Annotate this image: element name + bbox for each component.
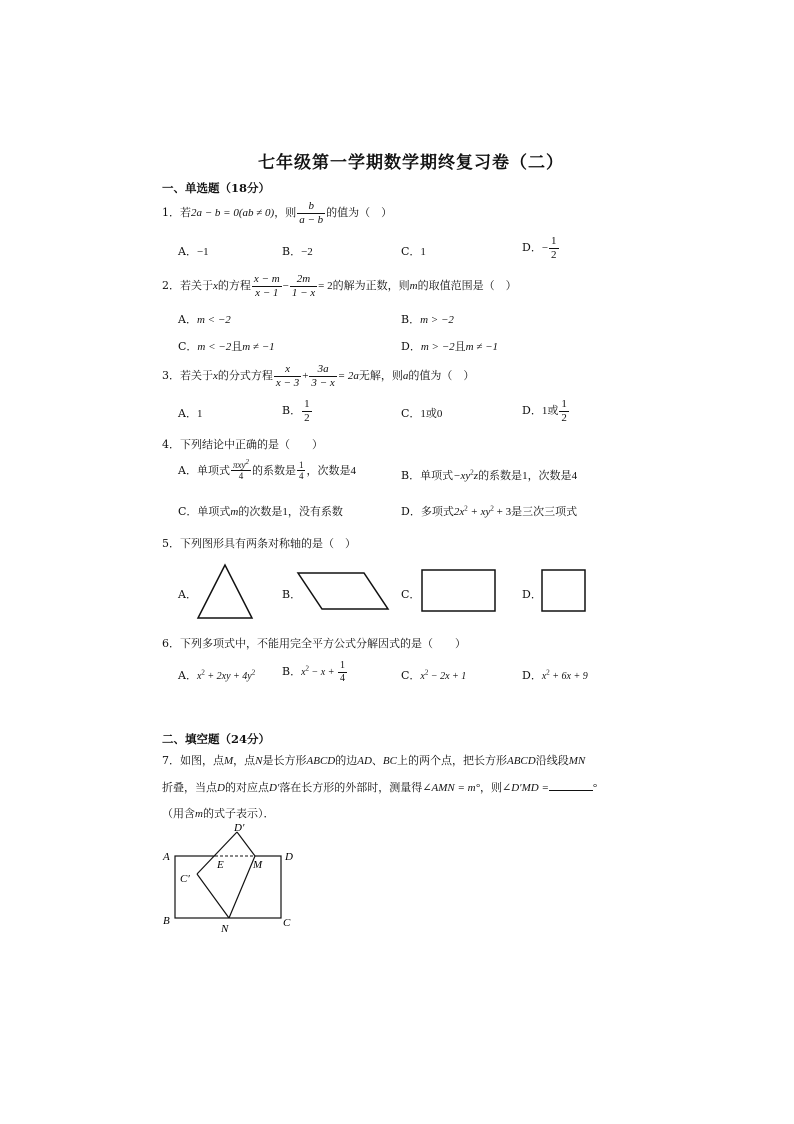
exponent: 2 (201, 668, 205, 677)
option-value: 1 (196, 408, 203, 420)
math-term: m (230, 506, 239, 518)
fraction (231, 460, 251, 482)
shape-label: ABCD (506, 755, 536, 767)
answer-blank[interactable] (549, 780, 593, 791)
option-letter: C． (401, 669, 421, 682)
fraction (338, 660, 347, 684)
point-label: M (224, 755, 234, 767)
option-value: 1 (420, 408, 426, 420)
question-number: 2． (162, 279, 180, 293)
variable: m (195, 808, 203, 820)
question-text: 下列图形具有两条对称轴的是（ ） (180, 537, 356, 550)
question-4 (162, 436, 323, 452)
option-d[interactable] (401, 503, 577, 519)
denominator: 4 (238, 471, 244, 482)
exponent: 2 (251, 668, 256, 677)
point-label: N (255, 755, 263, 767)
option-a[interactable]: A． (178, 588, 197, 601)
math-term: −xy (453, 470, 471, 482)
question-text: 下列多项式中，不能用完全平方公式分解因式的是（ ） (180, 637, 466, 650)
question-text: 落在长方形的外部时，测量得 (279, 781, 423, 794)
variable: m (409, 280, 418, 293)
option-value: m < −2 (197, 341, 232, 353)
option-letter: D． (401, 340, 421, 353)
option-value: m < −2 (196, 314, 231, 326)
question-5 (162, 535, 356, 551)
option-value: m ≠ −1 (465, 341, 499, 353)
fraction (297, 460, 306, 482)
math-term: − x + (309, 667, 337, 678)
question-number: 5． (162, 537, 180, 550)
option-value: −1 (196, 246, 209, 258)
option-text: 单项式 (197, 505, 231, 518)
question-text: 若关于 (180, 369, 213, 383)
option-a[interactable] (178, 460, 356, 482)
question-text: ，则 (480, 781, 503, 794)
denominator: 2 (304, 411, 310, 424)
denominator: 4 (298, 471, 304, 482)
question-text: ，则 (274, 206, 297, 220)
question-number: 6． (162, 637, 180, 650)
option-value: 1 (282, 506, 288, 518)
math-term: x (196, 671, 202, 682)
math-term: + 3 (493, 506, 512, 518)
option-text: 单项式 (420, 469, 454, 482)
question-number: 1． (162, 206, 180, 220)
denominator: 2 (551, 248, 557, 261)
label-a: A (163, 851, 170, 863)
option-text: 且 (454, 340, 466, 353)
option-value: m > −2 (420, 314, 454, 326)
numerator: 1 (551, 235, 557, 247)
numerator: b (297, 200, 325, 214)
option-d[interactable]: D． (522, 588, 542, 601)
angle-expression: ∠AMN = m° (422, 782, 481, 794)
question-text: 、 (371, 754, 383, 767)
option-value: 1 (541, 405, 548, 418)
question-text: 上的两个点，把长方形 (396, 754, 507, 767)
variable: x (213, 370, 218, 383)
exponent: 2 (470, 468, 474, 477)
segment-label: AD (357, 755, 372, 767)
rectangle-figure (420, 568, 498, 614)
option-letter: A． (178, 245, 197, 258)
numerator: 3a (309, 363, 336, 377)
question-text: 的取值范围是（ ） (417, 279, 517, 293)
option-b[interactable] (401, 311, 454, 327)
option-value: 0 (436, 408, 443, 420)
question-text: ，点 (233, 754, 256, 767)
operator: + (302, 370, 309, 383)
question-text: 折叠，当点 (162, 781, 217, 794)
option-c[interactable]: C． (401, 588, 421, 601)
label-e: E (217, 859, 224, 871)
option-b[interactable] (282, 243, 313, 259)
option-text: 的系数是 (478, 469, 523, 482)
question-7-line-3 (162, 805, 274, 821)
numerator: 1 (298, 460, 304, 470)
angle-expression: ∠D′MD = (502, 782, 549, 794)
numerator: 2m (290, 273, 317, 287)
label-c-prime: C′ (180, 873, 190, 885)
denominator: 4 (339, 672, 345, 684)
shape-label: ABCD (306, 755, 336, 767)
math-term: x (541, 671, 547, 682)
exponent: 2 (490, 504, 494, 513)
option-letter: A． (178, 407, 197, 420)
exponent: 2 (424, 668, 429, 677)
denominator: 2 (561, 411, 567, 424)
option-value: m > −2 (420, 341, 455, 353)
question-text: 是长方形 (262, 754, 307, 767)
question-text: 下列结论中正确的是（ ） (180, 438, 323, 451)
math-term: z (473, 470, 479, 482)
option-text: ，次数是 (527, 469, 572, 482)
rectangle-abcd (175, 856, 281, 918)
question-text: 的边 (335, 754, 358, 767)
fraction (274, 363, 301, 389)
label-c: C (283, 917, 291, 929)
equation: = 2a (337, 370, 359, 383)
fraction (302, 398, 312, 424)
option-letter: D． (522, 404, 542, 418)
option-letter: C． (401, 245, 421, 258)
question-text: 的对应点 (224, 781, 269, 794)
fraction (252, 273, 282, 299)
numerator: 1 (304, 398, 310, 410)
math-term: 2x (453, 506, 465, 518)
equation: = 2 (318, 280, 333, 293)
option-c[interactable] (401, 667, 466, 683)
numerator: x (274, 363, 301, 377)
triangle-figure (196, 563, 256, 621)
option-text: 是三次三项式 (511, 505, 578, 518)
question-text: 无解，则 (358, 369, 403, 383)
math-term: x (420, 671, 425, 682)
question-text: 的值为（ ） (326, 206, 393, 220)
math-term: + 2xy + 4y (204, 671, 252, 682)
segment-label: BC (382, 755, 397, 767)
option-c[interactable] (178, 503, 343, 519)
question-text: 的方程 (217, 279, 251, 293)
parallelogram-figure (296, 570, 390, 612)
label-d-prime: D′ (234, 822, 245, 834)
option-a[interactable] (178, 243, 209, 259)
option-letter: B． (282, 665, 302, 678)
question-text: 如图，点 (180, 754, 224, 767)
numerator: x − m (253, 273, 280, 285)
question-text: 若关于 (180, 279, 213, 293)
exponent: 2 (245, 458, 249, 466)
option-a[interactable] (178, 311, 231, 327)
option-text: 或 (425, 407, 437, 420)
option-letter: D． (401, 505, 421, 518)
option-letter: A． (178, 463, 197, 477)
degree-symbol: ° (592, 782, 598, 794)
question-text: 沿线段 (535, 754, 569, 767)
fraction (297, 200, 325, 226)
label-m: M (253, 859, 263, 871)
label-d: D (285, 851, 293, 863)
option-letter: B． (282, 245, 302, 258)
exponent: 2 (305, 664, 310, 673)
denominator: x − 3 (275, 376, 300, 389)
variable: x (213, 280, 218, 293)
segment-c-prime-n (197, 874, 229, 918)
option-d[interactable] (401, 338, 498, 354)
option-letter: A． (178, 669, 197, 682)
option-letter: B． (401, 469, 421, 482)
fraction (290, 273, 317, 299)
question-number: 3． (162, 369, 180, 383)
question-7-line-2 (162, 779, 597, 795)
question-text: 的值为（ ） (408, 369, 475, 383)
option-b[interactable] (282, 660, 348, 684)
option-text: ，没有系数 (287, 505, 343, 518)
option-letter: C． (178, 340, 198, 353)
fraction (309, 363, 336, 389)
option-b[interactable] (282, 398, 313, 424)
label-n: N (221, 923, 229, 935)
question-2 (162, 273, 517, 299)
option-text: ，次数是 (306, 463, 351, 477)
option-b[interactable]: B． (282, 588, 302, 601)
option-a[interactable] (178, 667, 255, 683)
question-1 (162, 200, 392, 226)
segment-label: MN (568, 755, 586, 767)
question-text: 的式子表示）． (202, 807, 275, 820)
option-letter: D． (522, 669, 542, 682)
question-6 (162, 635, 466, 651)
option-value: 1 (420, 246, 426, 258)
label-b: B (163, 915, 170, 927)
math-term: + xy (467, 506, 491, 518)
option-value: −2 (301, 246, 313, 258)
denominator: x − 1 (255, 286, 279, 299)
question-number: 7． (162, 754, 180, 767)
equation: 2a − b = 0(ab ≠ 0) (191, 207, 275, 220)
math-term: + 6x + 9 (549, 671, 588, 682)
question-number: 4． (162, 438, 180, 451)
option-text: 单项式 (196, 463, 230, 477)
question-text: 的解为正数，则 (332, 279, 410, 293)
numerator: πxy (232, 460, 246, 470)
option-text: 的系数是 (251, 463, 296, 477)
numerator: 1 (339, 660, 345, 671)
option-text: 或 (547, 404, 559, 418)
option-d[interactable] (522, 235, 560, 261)
denominator: 3 − x (311, 376, 335, 389)
option-text: 多项式 (420, 505, 454, 518)
option-b[interactable] (401, 467, 577, 483)
option-letter: D． (522, 241, 542, 255)
point-label: D′ (268, 782, 280, 794)
fraction (559, 398, 569, 424)
math-term: − 2x + 1 (428, 671, 467, 682)
segment-mn (229, 856, 255, 918)
section-heading-single-choice: 一、单选题（18分） (162, 181, 271, 195)
option-c[interactable] (401, 243, 426, 259)
option-value: 1 (522, 470, 528, 482)
question-text: 若 (180, 206, 191, 220)
option-letter: A． (178, 313, 197, 326)
question-text: 的分式方程 (217, 369, 273, 383)
option-value: 4 (350, 464, 356, 477)
option-text: 且 (231, 340, 243, 353)
folding-figure (155, 820, 305, 938)
option-d[interactable] (522, 398, 570, 424)
question-7-line-1 (162, 752, 585, 768)
operator: − (282, 280, 289, 293)
option-value: 4 (571, 470, 578, 482)
section-heading-fill-in: 二、填空题（24分） (162, 732, 271, 746)
option-value: m ≠ −1 (242, 341, 275, 353)
question-3 (162, 363, 474, 389)
option-a[interactable] (178, 405, 202, 421)
math-term: x (301, 667, 306, 678)
page-title: 七年级第一学期数学期终复习卷（二） (258, 153, 564, 173)
exponent: 2 (464, 504, 468, 513)
denominator: 1 − x (291, 286, 316, 299)
option-text: 的次数是 (238, 505, 283, 518)
exponent: 2 (546, 668, 550, 677)
denominator: a − b (299, 213, 324, 226)
option-letter: C． (401, 407, 421, 420)
square-figure (540, 568, 588, 614)
option-c[interactable] (178, 338, 275, 354)
option-sign: − (541, 242, 549, 255)
option-letter: B． (401, 313, 421, 326)
option-letter: C． (178, 505, 198, 518)
point-label: D (217, 782, 225, 794)
fraction (549, 235, 559, 261)
numerator: 1 (561, 398, 567, 410)
question-text: （用含 (162, 807, 195, 820)
option-letter: B． (282, 404, 302, 418)
segment-md-prime (237, 832, 255, 856)
variable: a (402, 370, 409, 383)
option-c[interactable] (401, 405, 442, 421)
option-d[interactable] (522, 667, 588, 683)
